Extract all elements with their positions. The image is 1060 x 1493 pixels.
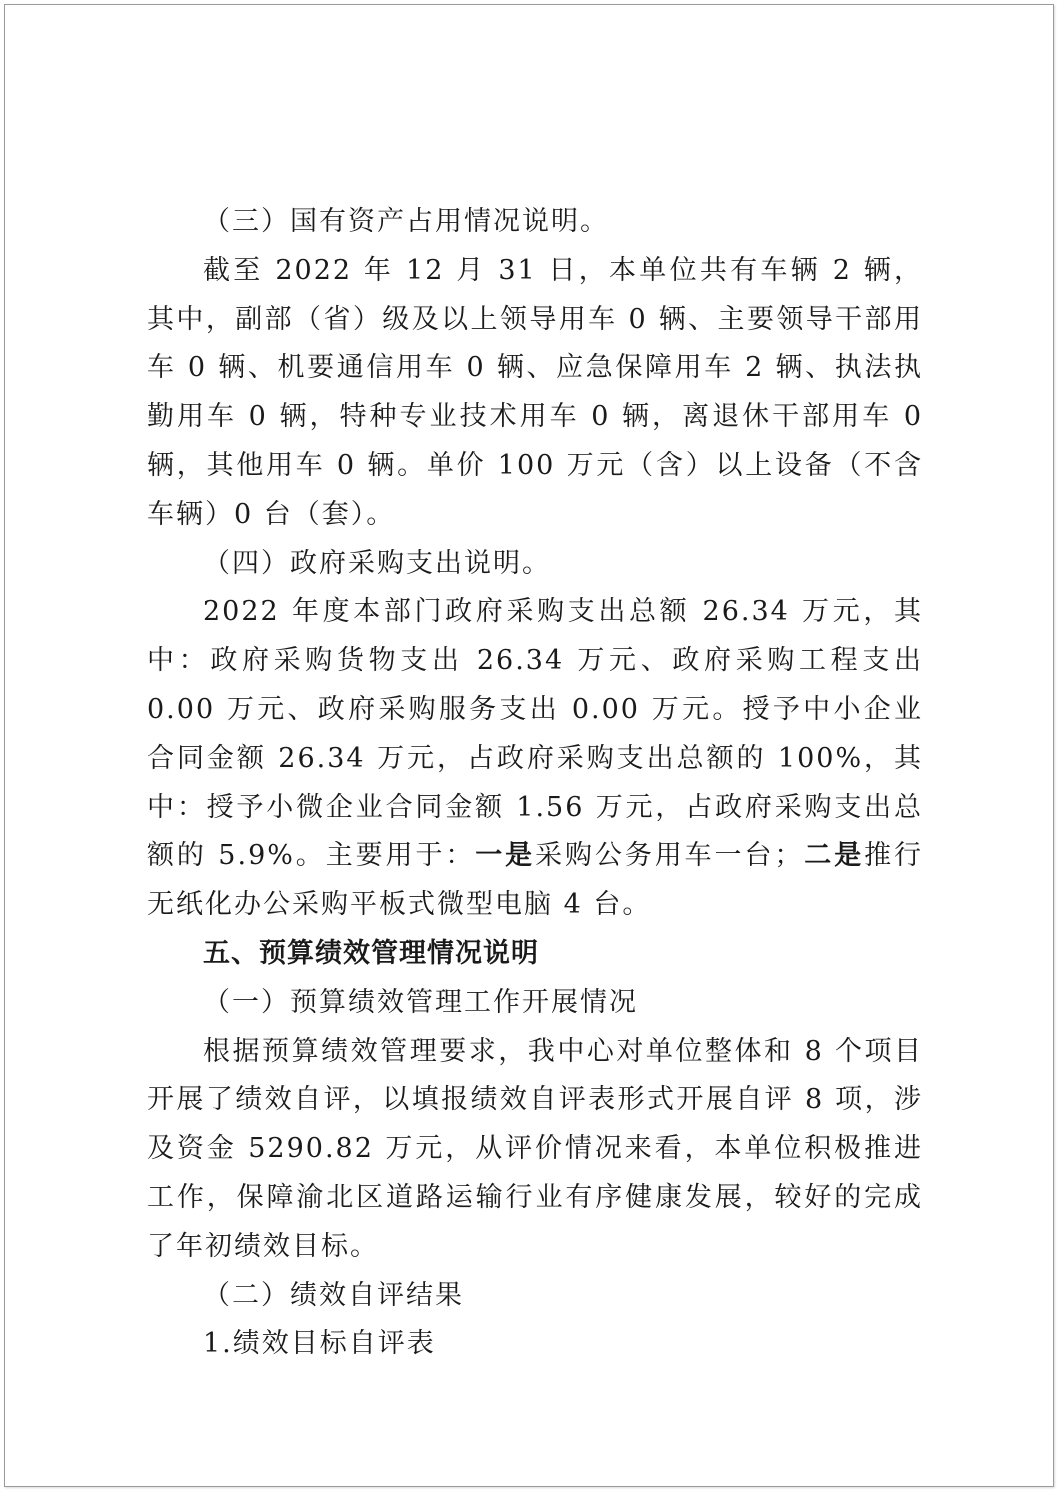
section-5-1-paragraph: 根据预算绩效管理要求，我中心对单位整体和 8 个项目开展了绩效自评，以填报绩效自评表形式开展自评 8 项，涉及资金 5290.82 万元，从评价情况来看，本单位积极推进工作，保障渝北区道路运输行业有序健康发展，较好的完成了年初绩效目标。 <box>147 1035 923 1262</box>
section-4-paragraph <box>147 588 923 930</box>
section-3-heading: （三）国有资产占用情况说明。 <box>203 206 609 237</box>
section-4-bold-1: 一是 <box>475 840 536 872</box>
section-4-text-1: 2022 年度本部门政府采购支出总额 26.34 万元，其中：政府采购货物支出 26.34 万元、政府采购工程支出 0.00 万元、政府采购服务支出 0.00 万元。授予中小企业合同金额 26.34 万元，占政府采购支出总额的 100%，其中：授予小微企业合同金额 1.56 万元，占政府采购支出总额的 5.9%。主要用于： <box>147 596 923 872</box>
section-5-1-heading: （一）预算绩效管理工作开展情况 <box>203 986 638 1018</box>
section-3-paragraph: 截至 2022 年 12 月 31 日，本单位共有车辆 2 辆，其中，副部（省）级及以上领导用车 0 辆、主要领导干部用车 0 辆、机要通信用车 0 辆、应急保障用车 2 辆、执法执勤用车 0 辆，特种专业技术用车 0 辆，离退休干部用车 0 辆，其他用车 0 辆。单价 100 万元（含）以上设备（不含车辆）0 台（套）。 <box>147 254 923 530</box>
section-4-bold-2: 二是 <box>803 840 865 872</box>
document-page <box>4 4 1054 1487</box>
section-4-text-3: 推行无纸化办公采购平板式微型电脑 4 台。 <box>147 840 924 921</box>
section-4-heading: （四）政府采购支出说明。 <box>203 547 551 579</box>
section-4-text-2: 采购公务用车一台； <box>535 840 804 872</box>
document-body <box>147 198 923 1369</box>
section-5-2-item-1: 1.绩效目标自评表 <box>203 1328 436 1360</box>
section-5-2-heading: （二）绩效自评结果 <box>203 1279 464 1311</box>
section-5-heading: 五、预算绩效管理情况说明 <box>203 937 539 969</box>
